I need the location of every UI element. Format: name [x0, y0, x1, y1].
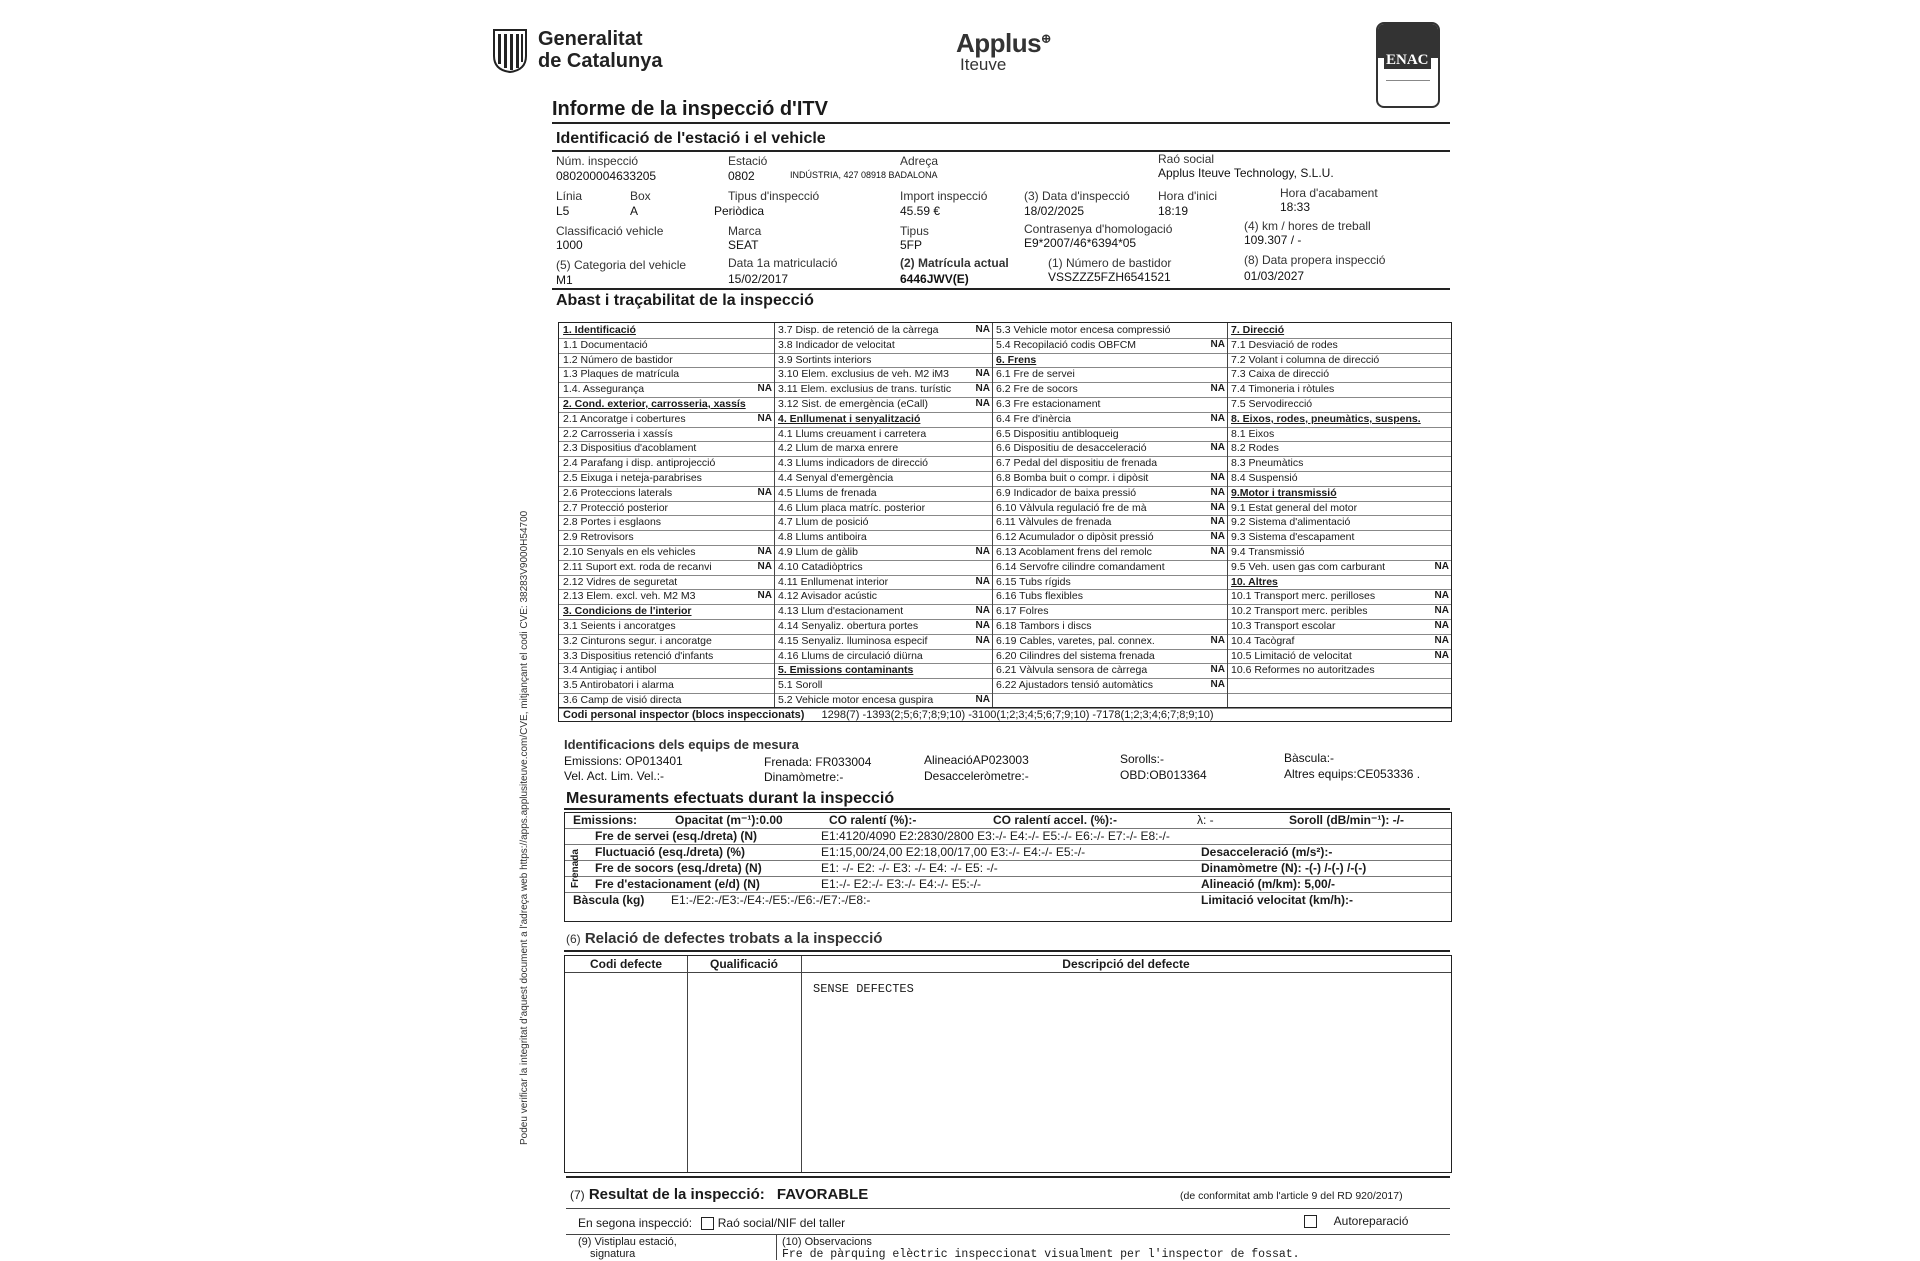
- verification-side-text: Podeu verificar la integritat d'aquest document a l'adreça web https://apps.applusiteuve.com/CVE, mitjançant el codi CVE: 38283V9000H54700: [519, 510, 530, 1145]
- scope-item-label: 4.9 Llum de gàlib: [778, 546, 858, 558]
- scope-item: [992, 427, 1227, 443]
- scope-item-na: NA: [1210, 442, 1225, 454]
- scope-item: [992, 456, 1227, 472]
- scope-item-na: NA: [757, 486, 772, 498]
- scope-item-label: 9.3 Sistema d'escapament: [1231, 531, 1355, 544]
- scope-item: [1227, 560, 1451, 576]
- scope-item-label: 9.1 Estat general del motor: [1231, 501, 1358, 514]
- scope-item-label: 3.9 Sortints interiors: [778, 353, 872, 366]
- scope-item-na: NA: [1434, 590, 1449, 602]
- scope-item-na: NA: [757, 590, 772, 602]
- scope-item: [1227, 456, 1451, 472]
- scope-item-label: 5.3 Vehicle motor encesa compressió: [996, 324, 1171, 336]
- scope-item-label: 2.2 Carrosseria i xassís: [563, 427, 673, 440]
- scope-item-label: 3.6 Camp de visió directa: [563, 694, 682, 706]
- scope-item-na: NA: [975, 324, 990, 335]
- scope-item-label: 8.2 Rodes: [1231, 442, 1279, 455]
- scope-item: [559, 338, 774, 354]
- scope-item: [774, 338, 992, 354]
- scope-item: [559, 353, 774, 369]
- scope-item: [774, 471, 992, 487]
- scope-item: [992, 649, 1227, 665]
- scope-item: [992, 663, 1227, 679]
- scope-item: [1227, 545, 1451, 561]
- scope-item-na: NA: [1210, 472, 1225, 483]
- scope-item: [1227, 471, 1451, 487]
- generalitat-emblem-icon: [490, 26, 530, 74]
- scope-item-label: 6.18 Tambors i discs: [996, 620, 1092, 632]
- scope-item-label: 5. Emissions contaminants: [778, 664, 914, 677]
- scope-item-label: 4.1 Llums creuament i carretera: [778, 427, 927, 440]
- vin-number: VSSZZZ5FZH6541521: [1048, 270, 1171, 284]
- generalitat-wordmark: Generalitat de Catalunya: [538, 28, 663, 72]
- scope-item: [1227, 649, 1451, 665]
- scope-item-label: 10. Altres: [1231, 575, 1278, 588]
- scope-item: [1227, 486, 1451, 502]
- scope-item-label: 5.2 Vehicle motor encesa guspira: [778, 694, 934, 706]
- scope-item: [992, 441, 1227, 457]
- scope-item-na: NA: [1210, 531, 1225, 543]
- scope-item: [1227, 575, 1451, 591]
- scope-item-label: 2. Cond. exterior, carrosseria, xassís: [563, 398, 746, 410]
- scope-item: [774, 678, 992, 694]
- scope-item: [992, 397, 1227, 413]
- scope-item: [992, 412, 1227, 428]
- scope-item-label: 3.8 Indicador de velocitat: [778, 338, 895, 351]
- scope-item: [559, 382, 774, 398]
- scope-item-label: 7.3 Caixa de direcció: [1231, 368, 1330, 381]
- scope-item-label: 4.11 Enllumenat interior: [778, 575, 889, 588]
- scope-item: [992, 678, 1227, 694]
- scope-item-na: NA: [975, 368, 990, 380]
- scope-item: [559, 530, 774, 546]
- applus-logo: Applus⊕ Iteuve: [956, 28, 1051, 74]
- defects-title: (6) Relació de defectes trobats a la inspecció: [566, 930, 883, 947]
- scope-item: [992, 530, 1227, 546]
- scope-item-label: 4.8 Llums antiboira: [778, 531, 867, 544]
- scope-item: [774, 456, 992, 472]
- scope-item: [559, 575, 774, 591]
- scope-item: [559, 634, 774, 650]
- scope-item-na: NA: [975, 634, 990, 646]
- scope-item-label: 6.12 Acumulador o dipòsit pressió: [996, 531, 1154, 544]
- scope-item: [1227, 441, 1451, 457]
- scope-item: [559, 427, 774, 443]
- scope-item: [559, 471, 774, 487]
- scope-item-label: 3.5 Antirobatori i alarma: [563, 679, 674, 692]
- scope-item: [774, 545, 992, 561]
- result-label: (7) Resultat de la inspecció: FAVORABLE: [570, 1186, 869, 1203]
- scope-item: [559, 412, 774, 428]
- scope-col-2: [774, 323, 992, 707]
- scope-item-label: 7.5 Servodirecció: [1231, 398, 1313, 410]
- scope-item-label: 2.5 Eixuga i neteja-parabrises: [563, 472, 702, 484]
- scope-item: [1227, 663, 1451, 679]
- scope-item-label: 6.22 Ajustadors tensió automàtics: [996, 679, 1154, 692]
- scope-item: [1227, 515, 1451, 531]
- scope-item-label: 9.Motor i transmissió: [1231, 486, 1337, 499]
- scope-item-na: NA: [1210, 634, 1225, 646]
- scope-item-label: 3.1 Seients i ancoratges: [563, 620, 676, 632]
- scope-item-label: 4.5 Llums de frenada: [778, 486, 877, 499]
- scope-item: [559, 486, 774, 502]
- scope-item-label: 4.6 Llum placa matríc. posterior: [778, 501, 926, 514]
- scope-item-label: 6.19 Cables, varetes, pal. connex.: [996, 634, 1155, 647]
- scope-item: [1227, 323, 1451, 339]
- scope-item-na: NA: [1210, 679, 1225, 691]
- abast-section-title: Abast i traçabilitat de la inspecció: [556, 292, 814, 309]
- scope-item-label: 2.13 Elem. excl. veh. M2 M3: [563, 590, 696, 603]
- scope-item: [559, 678, 774, 694]
- scope-item-label: 9.2 Sistema d'alimentació: [1231, 516, 1351, 529]
- scope-item: [559, 604, 774, 620]
- scope-item: [992, 560, 1227, 576]
- scope-item-label: 4.7 Llum de posició: [778, 516, 869, 529]
- scope-item: [992, 604, 1227, 620]
- scope-item: [1227, 353, 1451, 369]
- scope-item-label: 10.6 Reformes no autoritzades: [1231, 664, 1375, 677]
- scope-item: [992, 367, 1227, 383]
- scope-item: [559, 501, 774, 517]
- scope-item: [774, 382, 992, 398]
- scope-item: [1227, 382, 1451, 398]
- scope-item-na: NA: [1434, 605, 1449, 617]
- result-value: FAVORABLE: [776, 1186, 869, 1203]
- scope-item-na: NA: [1210, 516, 1225, 528]
- scope-item-na: NA: [975, 605, 990, 617]
- scope-item: [559, 441, 774, 457]
- scope-item: [774, 486, 992, 502]
- scope-item-label: 10.1 Transport merc. perilloses: [1231, 590, 1376, 603]
- scope-item: [559, 367, 774, 383]
- scope-item-label: 2.10 Senyals en els vehicles: [563, 546, 696, 558]
- scope-item-label: 6.11 Vàlvules de frenada: [996, 516, 1112, 529]
- scope-item: [559, 545, 774, 561]
- scope-item-na: NA: [1434, 649, 1449, 661]
- scope-item: [774, 412, 992, 428]
- document-title: Informe de la inspecció d'ITV: [552, 98, 828, 120]
- scope-item-label: 4.2 Llum de marxa enrere: [778, 442, 899, 455]
- scope-item-label: 2.11 Suport ext. roda de recanvi: [563, 560, 712, 573]
- scope-item-na: NA: [1210, 501, 1225, 513]
- scope-item-label: 10.5 Limitació de velocitat: [1231, 649, 1352, 662]
- ident-section-title: Identificació de l'estació i el vehicle: [556, 130, 826, 147]
- scope-item: [774, 634, 992, 650]
- scope-item: [774, 323, 992, 339]
- scope-item: [774, 589, 992, 605]
- result-section: (7) Resultat de la inspecció: FAVORABLE (de conformitat amb l'article 9 del RD 920/2017) En segona inspecció: Raó social/NIF del taller Autoreparació (9) Vistiplau estació, signatura (10) Observacions Fre de pàrquing elèctric inspeccionat visualment per l'inspector de fossat.: [566, 1176, 1450, 1260]
- scope-item: [1227, 530, 1451, 546]
- scope-item-na: NA: [1210, 546, 1225, 557]
- inspector-code-row: Codi personal inspector (blocs inspeccionats) 1298(7) -1393(2;5;6;7;8;9;10) -3100(1;2;3;4;5;6;7;9;10) -7178(1;2;3;4;6;7;8;9;10): [559, 707, 1451, 722]
- scope-item-label: 6.2 Fre de socors: [996, 383, 1078, 396]
- scope-item-label: 3.3 Dispositius retenció d'infants: [563, 649, 714, 662]
- scope-item: [774, 353, 992, 369]
- measurements-title: Mesuraments efectuats durant la inspecció: [566, 790, 895, 807]
- scope-item-label: 6.9 Indicador de baixa pressió: [996, 486, 1137, 499]
- scope-item: [559, 649, 774, 665]
- scope-item: [1227, 678, 1451, 694]
- scope-item-na: NA: [1210, 412, 1225, 424]
- scope-item: [1227, 589, 1451, 605]
- autoreparacio-checkbox[interactable]: [1304, 1215, 1317, 1228]
- scope-item: [992, 515, 1227, 531]
- scope-item: [559, 589, 774, 605]
- scope-item-na: NA: [975, 620, 990, 631]
- scope-item-label: 6.1 Fre de servei: [996, 368, 1075, 381]
- scope-item-label: 6.7 Pedal del dispositiu de frenada: [996, 457, 1158, 470]
- defects-text: SENSE DEFECTES: [813, 982, 914, 996]
- scope-item-label: 9.4 Transmissió: [1231, 546, 1305, 558]
- scope-item: [774, 560, 992, 576]
- scope-item: [1227, 338, 1451, 354]
- scope-item-label: 2.1 Ancoratge i cobertures: [563, 412, 686, 425]
- scope-item-na: NA: [1210, 338, 1225, 350]
- scope-item: [559, 515, 774, 531]
- scope-item: [992, 338, 1227, 354]
- scope-item-na: NA: [1210, 486, 1225, 498]
- inspection-number: 080200004633205: [556, 169, 657, 183]
- scope-item: [1227, 604, 1451, 620]
- scope-item-label: 6.13 Acoblament frens del remolc: [996, 546, 1152, 558]
- enac-seal: ENAC: [1376, 22, 1440, 108]
- scope-item-label: 10.4 Tacògraf: [1231, 634, 1295, 647]
- scope-item: [559, 619, 774, 635]
- scope-item-na: NA: [975, 575, 990, 587]
- scope-item-na: NA: [1434, 620, 1449, 631]
- scope-item: [992, 589, 1227, 605]
- scope-item-label: 4.10 Catadiòptrics: [778, 560, 863, 573]
- scope-item: [992, 545, 1227, 561]
- scope-item-label: 6.10 Vàlvula regulació fre de mà: [996, 501, 1147, 514]
- scope-item-label: 3.11 Elem. exclusius de trans. turístic: [778, 383, 952, 396]
- scope-item-label: 4.14 Senyaliz. obertura portes: [778, 620, 919, 632]
- scope-item-label: 4.3 Llums indicadors de direcció: [778, 457, 928, 470]
- scope-item-label: 5.1 Soroll: [778, 679, 823, 692]
- scope-item-label: 2.4 Parafang i disp. antiprojecció: [563, 457, 716, 470]
- scope-col-4: [1227, 323, 1451, 707]
- scope-item-label: 6.5 Dispositiu antibloqueig: [996, 427, 1119, 440]
- inspection-scope-table: [558, 322, 1452, 722]
- scope-item-na: NA: [975, 694, 990, 705]
- scope-item: [774, 663, 992, 679]
- scope-item: [1227, 619, 1451, 635]
- scope-item-label: 4.15 Senyaliz. lluminosa especif: [778, 634, 928, 647]
- scope-item: [559, 663, 774, 679]
- scope-item-label: 3.10 Elem. exclusius de veh. M2 iM3: [778, 368, 949, 381]
- scope-item-label: 6.6 Dispositiu de desacceleració: [996, 442, 1147, 455]
- scope-item-label: 6.15 Tubs rígids: [996, 575, 1071, 588]
- scope-item-label: 6.20 Cilindres del sistema frenada: [996, 649, 1155, 662]
- scope-item-na: NA: [975, 383, 990, 395]
- scope-item-label: 6.8 Bomba buit o compr. i dipòsit: [996, 472, 1149, 484]
- scope-item-label: 10.2 Transport merc. peribles: [1231, 605, 1368, 618]
- scope-item: [774, 649, 992, 665]
- scope-item-label: 1.1 Documentació: [563, 338, 648, 351]
- taller-checkbox[interactable]: [701, 1217, 714, 1230]
- scope-item-label: 1. Identificació: [563, 324, 636, 336]
- scope-item: [774, 515, 992, 531]
- scope-item: [1227, 634, 1451, 650]
- frenada-vertical-label: Frenada: [570, 849, 581, 889]
- scope-item-label: 6. Frens: [996, 353, 1037, 366]
- scope-col-1: [559, 323, 774, 707]
- scope-item-label: 7.2 Volant i columna de direcció: [1231, 353, 1380, 366]
- scope-item-label: 8.1 Eixos: [1231, 427, 1275, 440]
- scope-item: [774, 501, 992, 517]
- scope-item: [992, 634, 1227, 650]
- scope-item-label: 2.6 Proteccions laterals: [563, 486, 673, 499]
- scope-item-label: 7.4 Timoneria i ròtules: [1231, 383, 1335, 396]
- scope-item: [774, 619, 992, 635]
- scope-item-label: 2.12 Vidres de seguretat: [563, 575, 678, 588]
- scope-item: [559, 560, 774, 576]
- scope-item-label: 1.4. Assegurança: [563, 383, 645, 396]
- scope-item-na: NA: [1210, 664, 1225, 676]
- scope-item-label: 8. Eixos, rodes, pneumàtics, suspens.: [1231, 412, 1421, 425]
- scope-item-label: 6.3 Fre estacionament: [996, 398, 1101, 410]
- scope-item-label: 1.3 Plaques de matrícula: [563, 368, 680, 381]
- scope-item-label: 2.8 Portes i esglaons: [563, 516, 662, 529]
- scope-item: [774, 397, 992, 413]
- scope-item: [774, 604, 992, 620]
- scope-item: [992, 575, 1227, 591]
- scope-item-label: 1.2 Número de bastidor: [563, 353, 673, 366]
- scope-item-label: 7.1 Desviació de rodes: [1231, 338, 1338, 351]
- scope-item: [992, 353, 1227, 369]
- scope-item-label: 3.7 Disp. de retenció de la càrrega: [778, 324, 939, 336]
- scope-item: [774, 367, 992, 383]
- scope-item-label: 3.4 Antigiaç i antibol: [563, 664, 657, 677]
- scope-item-label: 4. Enllumenat i senyalització: [778, 412, 921, 425]
- scope-item-na: NA: [757, 560, 772, 572]
- scope-item-label: 3.12 Sist. de emergència (eCall): [778, 398, 928, 410]
- scope-item-na: NA: [1434, 560, 1449, 572]
- scope-item: [992, 323, 1227, 339]
- scope-item-na: NA: [757, 546, 772, 557]
- scope-item: [992, 501, 1227, 517]
- scope-item-na: NA: [975, 546, 990, 557]
- scope-item-label: 6.21 Vàlvula sensora de càrrega: [996, 664, 1148, 677]
- scope-item-label: 6.14 Servofre cilindre comandament: [996, 560, 1165, 573]
- scope-item-label: 4.13 Llum d'estacionament: [778, 605, 904, 618]
- scope-item-label: 2.9 Retrovisors: [563, 531, 634, 544]
- scope-item-label: 3. Condicions de l'interior: [563, 605, 692, 618]
- scope-item: [559, 397, 774, 413]
- scope-item-label: 9.5 Veh. usen gas com carburant: [1231, 560, 1386, 573]
- scope-item: [1227, 412, 1451, 428]
- scope-item: [992, 382, 1227, 398]
- scope-item-label: 4.16 Llums de circulació diürna: [778, 649, 923, 662]
- scope-item-na: NA: [757, 383, 772, 395]
- scope-item: [559, 323, 774, 339]
- measurements-table: Emissions: Opacitat (m⁻¹):0.00 CO ralentí (%):- CO ralentí accel. (%):- λ: - Soroll (dB/min⁻¹): -/- Fre de servei (esq./dreta) (N) E1:4120/4090 E2:2830/2800 E3:-/- E4:-/- E5:-/- E6:-/- E7:-/- E8:-/- Fluctuació (esq./dreta) (%) E1:15,00/24,00 E2:18,00/17,00 E3:-/- E4:-/- E5:-/- Desacceleració (m/s²):- Fre de socors (esq./dreta) (N) E1: -/- E2: -/- E3: -/- E4: -/- E5: -/- Dinamòmetre (N): -(-) /-(-) /-(-) Fre d'estacionament (e/d) (N) E1:-/- E2:-/- E3:-/- E4:-/- E5:-/- Alineació (m/km): 5,00/- Bàscula (kg) E1:-/E2:-/E3:-/E4:-/E5:-/E6:-/E7:-/E8:- Limitació velocitat (km/h):-: [564, 812, 1452, 922]
- plate-number: 6446JWV(E): [900, 272, 969, 286]
- scope-item: [1227, 427, 1451, 443]
- scope-item-label: 3.2 Cinturons segur. i ancoratge: [563, 634, 712, 647]
- scope-item: [774, 575, 992, 591]
- scope-col-3: [992, 323, 1227, 707]
- scope-item: [774, 441, 992, 457]
- generalitat-logo: [490, 26, 710, 82]
- scope-item: [559, 456, 774, 472]
- scope-item-label: 8.4 Suspensió: [1231, 472, 1298, 484]
- scope-item-label: 4.4 Senyal d'emergència: [778, 472, 894, 484]
- scope-item-na: NA: [1210, 383, 1225, 395]
- scope-item: [992, 486, 1227, 502]
- scope-item-label: 5.4 Recopilació codis OBFCM: [996, 338, 1137, 351]
- scope-item-label: 6.16 Tubs flexibles: [996, 590, 1083, 603]
- scope-item-label: 4.12 Avisador acústic: [778, 590, 878, 603]
- scope-item: [992, 619, 1227, 635]
- scope-item-label: 7. Direcció: [1231, 324, 1285, 336]
- scope-item-label: 10.3 Transport escolar: [1231, 620, 1336, 632]
- scope-item: [1227, 501, 1451, 517]
- scope-item: [774, 427, 992, 443]
- observations-text: Fre de pàrquing elèctric inspeccionat visualment per l'inspector de fossat.: [782, 1248, 1300, 1261]
- scope-item: [1227, 397, 1451, 413]
- scope-item-na: NA: [1434, 634, 1449, 646]
- scope-item-label: 8.3 Pneumàtics: [1231, 457, 1304, 470]
- scope-item-label: 6.4 Fre d'inèrcia: [996, 412, 1071, 425]
- scope-item: [992, 471, 1227, 487]
- scope-item: [774, 530, 992, 546]
- scope-item-label: 2.7 Protecció posterior: [563, 501, 669, 514]
- defects-table: Codi defecte Qualificació Descripció del defecte SENSE DEFECTES: [564, 955, 1452, 1173]
- scope-item-na: NA: [975, 398, 990, 409]
- scope-item-na: NA: [757, 412, 772, 424]
- scope-item-label: 2.3 Dispositius d'acoblament: [563, 442, 697, 455]
- scope-item-label: 6.17 Folres: [996, 605, 1049, 618]
- scope-item: [1227, 367, 1451, 383]
